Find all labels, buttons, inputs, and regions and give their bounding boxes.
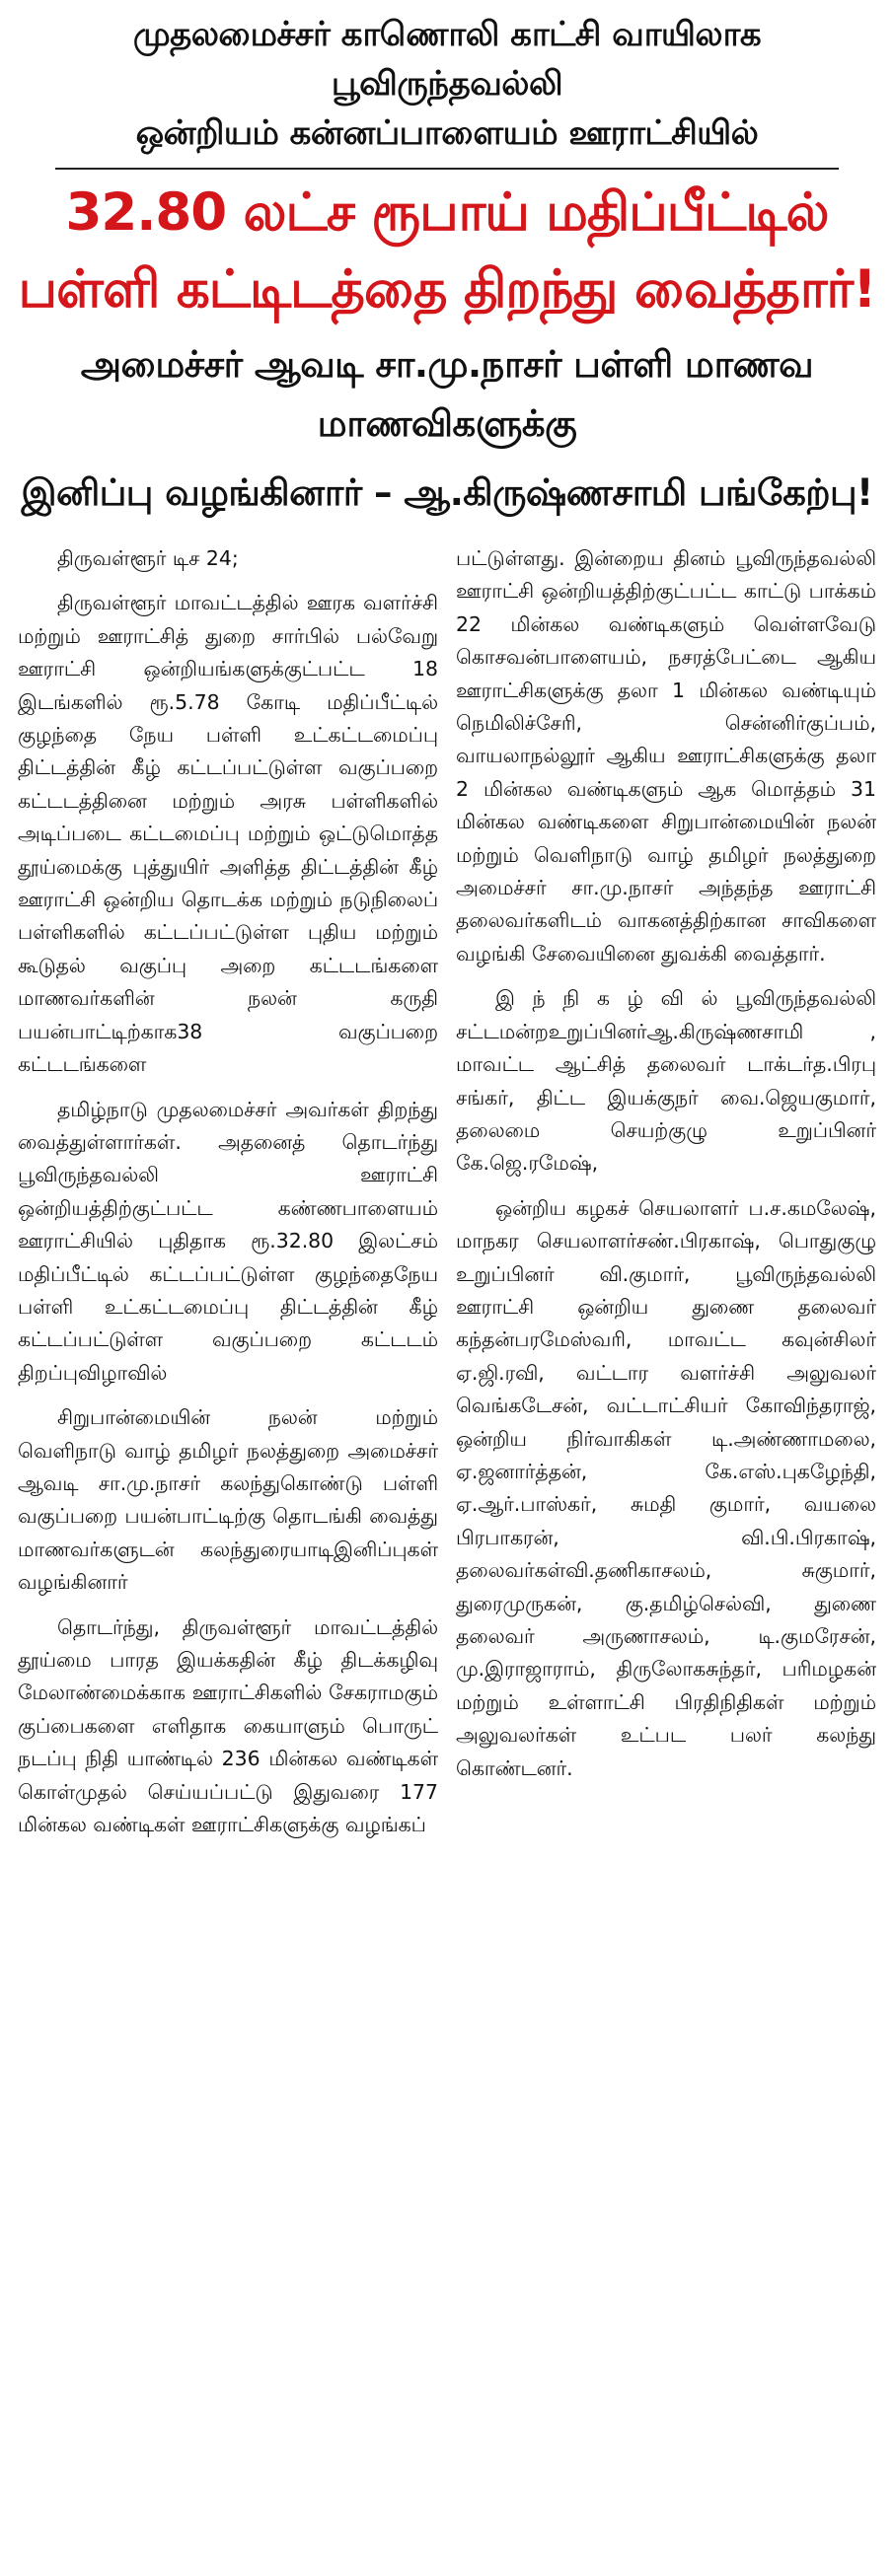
paragraph: திருவள்ளூர் மாவட்டத்தில் ஊரக வளர்ச்சி மற்றும் ஊராட்சித் துறை சார்பில் பல்வேறு ஊராட்சி ஒன்றியங்களுக்குட்பட்ட 18 இடங்களில் ரூ.5.78 கோடி மதிப்பீட்டில் குழந்தை நேய பள்ளி உட்கட்டமைப்பு திட்டத்தின் கீழ் கட்டப்பட்டுள்ள வகுப்பறை கட்டடத்தினை மற்றும் அரசு பள்ளிகளில் அடிப்படை கட்டமைப்பு மற்றும் ஒட்டுமொத்த தூய்மைக்கு புத்துயிர் அளித்த திட்டத்தின் கீழ் ஊராட்சி ஒன்றிய தொடக்க மற்றும் நடுநிலைப் பள்ளிகளில் கட்டப்பட்டுள்ள புதிய மற்றும் கூடுதல் வகுப்பு அறை கட்டடங்களை மாணவர்களின் நலன் கருதி பயன்பாட்டிற்காக38 வகுப்பறை கட்டடங்களை xyxy=(18,591,438,1077)
paragraph: பட்டுள்ளது. இன்றைய தினம் பூவிருந்தவல்லி ஊராட்சி ஒன்றியத்திற்குட்பட்ட காட்டு பாக்கம் 22 மின்கல வண்டிகளும் வெள்ளவேடு கொசவன்பாளையம், நசரத்பேட்டை ஆகிய ஊராட்சிகளுக்கு தலா 1 மின்கல வண்டியும் நெமிலிச்சேரி, சென்னிர்குப்பம், வாயலாநல்லூர் ஆகிய ஊராட்சிகளுக்கு தலா 2 மின்கல வண்டிகளும் ஆக மொத்தம் 31 மின்கல வண்டிகளை சிறுபான்மையின் நலன் மற்றும் வெளிநாடு வாழ் தமிழர் நலத்துறை அமைச்சர் சா.மு.நாசர் அந்தந்த ஊராட்சி தலைவர்களிடம் வாகனத்திற்கான சாவிகளை வழங்கி சேவையினை துவக்கி வைத்தார். xyxy=(456,546,876,966)
dateline: திருவள்ளூர் டிச 24; xyxy=(57,546,239,570)
divider-rule xyxy=(55,168,839,170)
kicker-line-1: முதலமைச்சர் காணொலி காட்சி வாயிலாக பூவிருந்தவல்லி xyxy=(132,15,762,104)
subhead-line-2: இனிப்பு வழங்கினார் – ஆ.கிருஷ்ணசாமி பங்கேற்பு! xyxy=(21,471,873,514)
subhead-line-1: அமைச்சர் ஆவடி சா.மு.நாசர் பள்ளி மாணவ மாணவிகளுக்கு xyxy=(80,343,814,445)
paragraph: இ ந் நி க ழ் வி ல் பூவிருந்தவல்லி சட்டமன்றஉறுப்பினர்ஆ.கிருஷ்ணசாமி , மாவட்ட ஆட்சித் தலைவர் டாக்டர்த.பிரபு சங்கர், திட்ட இயக்குநர் வை.ஜெயகுமார், தலைமை செயற்குழு உறுப்பினர் கே.ஜெ.ரமேஷ், xyxy=(456,986,876,1176)
article-column-right xyxy=(456,542,876,2556)
newspaper-clipping xyxy=(0,10,894,2576)
headline-line-2: பள்ளி கட்டிடத்தை திறந்து வைத்தார்! xyxy=(18,259,876,320)
paragraph: தமிழ்நாடு முதலமைச்சர் அவர்கள் திறந்து வைத்துள்ளார்கள். அதனைத் தொடர்ந்து பூவிருந்தவல்லி ஊராட்சி ஒன்றியத்திற்குட்பட்ட கண்ணபாளையம் ஊராட்சியில் புதிதாக ரூ.32.80 இலட்சம் மதிப்பீட்டில் கட்டப்பட்டுள்ள குழந்தைநேய பள்ளி உட்கட்டமைப்பு திட்டத்தின் கீழ் கட்டப்பட்டுள்ள வகுப்பறை கட்டடம் திறப்புவிழாவில் xyxy=(18,1097,438,1385)
paragraph: தொடர்ந்து, திருவள்ளூர் மாவட்டத்தில் தூய்மை பாரத இயக்கதின் கீழ் திடக்கழிவு மேலாண்மைக்காக ஊராட்சிகளில் சேகராமகும் குப்பைகளை எளிதாக கையாளும் பொருட் நடப்பு நிதி யாண்டில் 236 மின்கல வண்டிகள் கொள்முதல் செய்யப்பட்டு இதுவரை 177 மின்கல வண்டிகள் ஊராட்சிகளுக்கு வழங்கப் xyxy=(18,1614,438,1837)
article-body xyxy=(18,542,876,2556)
article-column-left xyxy=(18,542,438,2556)
kicker-line-2: ஒன்றியம் கன்னப்பாளையம் ஊராட்சியில் xyxy=(135,113,759,153)
paragraph: சிறுபான்மையின் நலன் மற்றும் வெளிநாடு வாழ் தமிழர் நலத்துறை அமைச்சர் ஆவடி சா.மு.நாசர் கலந்துகொண்டு பள்ளி வகுப்பறை பயன்பாட்டிற்கு தொடங்கி வைத்து மாணவர்களுடன் கலந்துரையாடிஇனிப்புகள் வழங்கினார் xyxy=(18,1405,438,1595)
headline-line-1: 32.80 லட்ச ரூபாய் மதிப்பீட்டில் xyxy=(65,182,829,243)
paragraph: ஒன்றிய கழகச் செயலாளர் ப.ச.கமலேஷ், மாநகர செயலாளர்சண்.பிரகாஷ், பொதுகுழு உறுப்பினர் வி.குமார், பூவிருந்தவல்லி ஊராட்சி ஒன்றிய துணை தலைவர் கந்தன்பரமேஸ்வரி, மாவட்ட கவுன்சிலர் ஏ.ஜி.ரவி, வட்டார வளர்ச்சி அலுவலர் வெங்கடேசன், வட்டாட்சியர் கோவிந்தராஜ், ஒன்றிய நிர்வாகிகள் டி.அண்ணாமலை, ஏ.ஜனார்த்தன், கே.எஸ்.புகழேந்தி, ஏ.ஆர்.பாஸ்கர், சுமதி குமார், வயலை பிரபாகரன், வி.பி.பிரகாஷ், தலைவர்கள்வி.தணிகாசலம், சுகுமார், துரைமுருகன், கு.தமிழ்செல்வி, துணை தலைவர் அருணாசலம், டி.குமரேசன், மு.இராஜாராம், திருலோகசுந்தர், பரிமழகன் மற்றும் உள்ளாட்சி பிரதிநிதிகள் மற்றும் அலுவலர்கள் உட்பட பலர் கலந்து கொண்டனர். xyxy=(456,1195,876,1780)
